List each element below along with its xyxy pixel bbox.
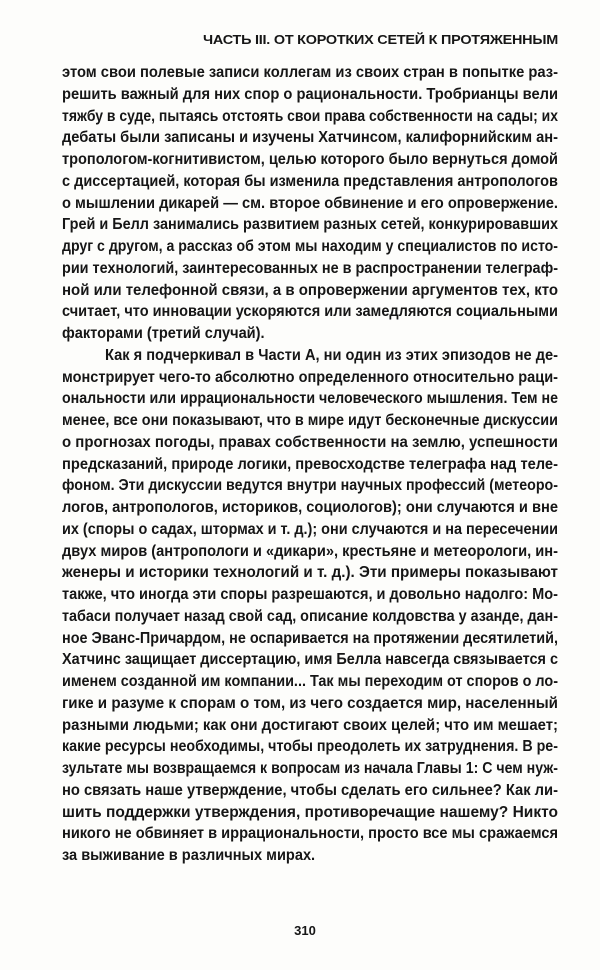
text-line-content: гике и разуме к спорам о том, из чего создается мир, населенный [62,694,558,712]
text-line-content: ной или телефонной связи, а в опровержении аргументов тех, кто [62,281,558,299]
text-line [62,845,558,867]
text-line-content: двух миров (антропологи и «дикари», крестьяне и метеорологи, ин- [62,542,558,560]
text-line [62,301,558,323]
text-line-content: ное Эванс-Причардом, не оспаривается на протяжении десятилетий, [62,629,558,647]
text-line-content: логов, антропологов, историков, социологов); они случаются и вне [62,499,558,516]
text-line-content: друг с другом, а рассказ об этом мы находим у специалистов по исто- [62,238,558,255]
text-line-content: зультате мы возвращаемся к вопросам из начала Главы 1: С чем нуж- [62,760,558,777]
text-line [62,193,558,215]
text-line-content: Хатчинс защищает диссертацию, имя Белла навсегда связывается с [62,651,558,669]
text-line [62,736,558,758]
text-line-content: считает, что инновации ускоряются или замедляются социальными [62,303,558,321]
text-line [62,671,558,693]
text-line [62,693,558,715]
text-line [62,562,558,584]
text-line [62,149,558,171]
text-line-content: этом свои полевые записи коллегам из своих стран в попытке раз- [62,64,558,81]
text-line [62,584,558,606]
text-line-content: Грей и Белл занимались развитием разных сетей, конкурировавших [62,216,558,234]
text-line [62,715,558,737]
text-line-content: за выживание в различных мирах. [62,847,316,864]
text-line-content: решить важный для них спор о рациональности. Тробрианцы вели [62,85,558,103]
text-line-content: также, что иногда эти споры разрешаются, и довольно надолго: Мо- [62,586,558,603]
text-line-content: ональности или иррациональности человеческого мышления. Тем не [62,390,558,408]
text-line [62,388,558,410]
text-line [62,345,558,367]
text-line [62,323,558,345]
text-line-content: о мышлении дикарей — см. второе обвинение и его опровержение. [62,194,558,212]
text-line [62,236,558,258]
text-line-content: никого не обвиняет в иррациональности, просто все мы сражаемся [62,825,558,843]
body-text [62,62,558,867]
text-line-content: именем созданной им компании... Так мы переходим от споров о ло- [62,673,558,690]
text-line [62,628,558,650]
text-line [62,454,558,476]
text-line-content: менее, все они показывают, что в мире идут бесконечные дискуссии [62,412,558,429]
text-line [62,519,558,541]
text-line [62,171,558,193]
text-line-content: дебаты были записаны и изучены Хатчинсом, калифорнийским ан- [62,129,558,147]
text-line-content: с диссертацией, которая бы изменила представления антропологов [62,172,558,190]
text-line-content: но связать наше утверждение, чтобы сделать его сильнее? Как ли- [62,781,558,799]
text-line [62,432,558,454]
text-line-content: табаси получает назад свой сад, описание колдовства у азанде, дан- [62,607,558,625]
text-line [62,802,558,824]
text-line [62,758,558,780]
text-line [62,62,558,84]
text-line [62,367,558,389]
text-line-content: их (споры о садах, штормах и т. д.); они случаются и на пересечении [62,520,558,538]
text-line [62,475,558,497]
text-line-content: женеры и историки технологий и т. д.). Эти примеры показывают [62,564,558,582]
text-line-content: какие ресурсы необходимы, чтобы преодолеть их затруднения. В ре- [62,738,558,756]
text-line [62,84,558,106]
text-line [62,541,558,563]
text-line [62,823,558,845]
text-line-content: рии технологий, заинтересованных не в распространении телеграф- [62,259,558,277]
text-line [62,497,558,519]
text-line-content: разными людьми; как они достигают своих целей; что им мешает; [62,716,558,734]
text-line [62,214,558,236]
text-line [62,280,558,302]
text-line-content: факторами (третий случай). [62,325,265,342]
text-line-content: тропологом-когнитивистом, целью которого было вернуться домой [62,151,558,168]
text-line-content: монстрирует чего-то абсолютно определенного относительно раци- [62,368,558,386]
text-line [62,258,558,280]
text-line-content: тяжбу в суде, пытаясь отстоять свои права собственности на сады; их [62,107,558,125]
text-line [62,410,558,432]
text-line-content: фоном. Эти дискуссии ведутся внутри научных профессий (метеоро- [62,477,558,495]
page-number: 310 [294,923,316,938]
text-line [62,106,558,128]
running-header: ЧАСТЬ III. ОТ КОРОТКИХ СЕТЕЙ К ПРОТЯЖЕННЫМ [203,33,558,47]
text-line [62,127,558,149]
text-line-content: предсказаний, природе логики, превосходстве телеграфа над теле- [62,455,558,473]
text-line [62,780,558,802]
text-line [62,649,558,671]
text-line-content: Как я подчеркивал в Части А, ни один из этих эпизодов не де- [105,346,558,364]
text-line [62,606,558,628]
text-line-content: о прогнозах погоды, правах собственности на землю, успешности [62,433,558,451]
text-line-content: шить поддержки утверждения, противоречащие нашему? Никто [62,803,558,821]
